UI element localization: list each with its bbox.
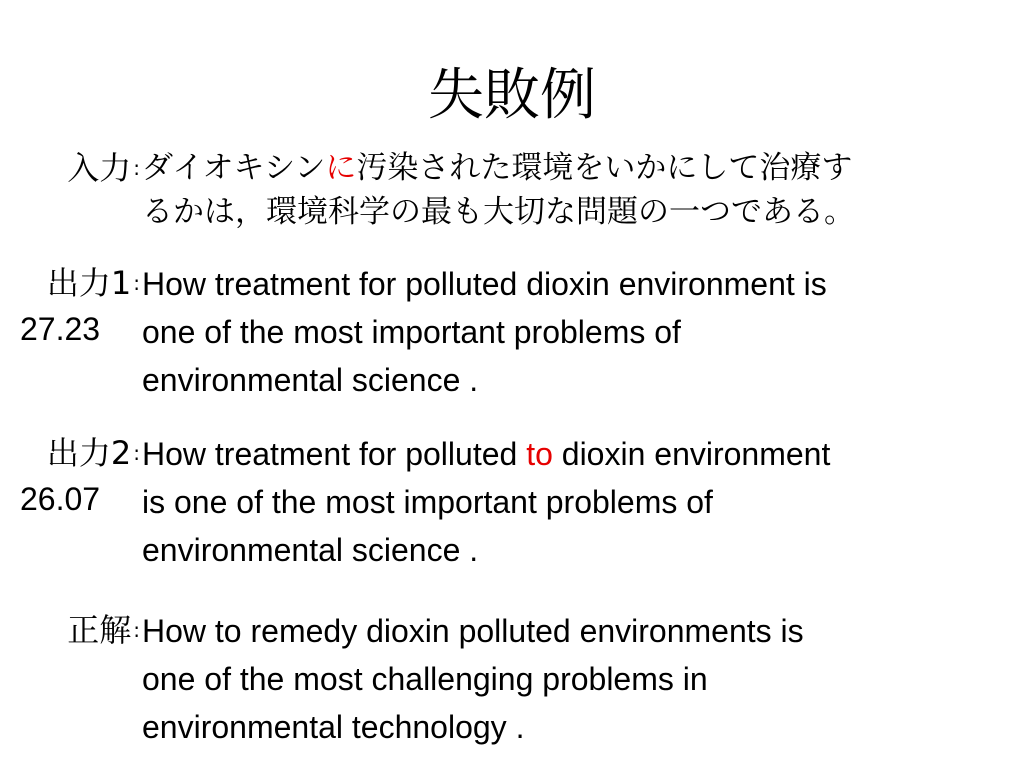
output2-line-1-before: How treatment for polluted [142, 436, 527, 472]
input-line-1-after: 汚染された環境をいかにして治療す [356, 150, 853, 186]
reference-line-3: environmental technology . [142, 709, 525, 745]
reference-line-1: How to remedy dioxin polluted environments is [142, 613, 804, 649]
output2-line-3: environmental science . [142, 532, 479, 568]
output2-label [0, 430, 140, 476]
input-text [142, 146, 1017, 234]
output2-line-1 [142, 430, 1017, 478]
output2-score: 26.07 [20, 481, 101, 517]
output1-line-1: How treatment for polluted dioxin environment is [142, 266, 827, 302]
reference-label-colon: : [133, 618, 140, 642]
reference-label-text: 正解 [67, 611, 132, 649]
output2-label-text: 出力2 [46, 434, 132, 472]
reference-line-2: one of the most challenging problems in [142, 661, 708, 697]
output2-line-1-after: dioxin environment [552, 436, 831, 472]
input-label [0, 146, 140, 190]
input-highlight-word: に [325, 150, 357, 186]
output1-score: 27.23 [20, 311, 101, 347]
output2-line-2: is one of the most important problems of [142, 484, 713, 520]
output2-label-colon: : [133, 441, 140, 465]
input-line-1 [142, 146, 1017, 190]
input-line-1-before: ダイオキシン [142, 150, 326, 186]
output1-label-colon: : [133, 271, 140, 295]
input-label-text: 入力 [67, 149, 132, 187]
output1-label [0, 260, 140, 306]
output1-text [142, 260, 1017, 404]
output1-line-2: one of the most important problems of [142, 314, 681, 350]
input-line-2: るかは，環境科学の最も大切な問題の一つである。 [142, 194, 855, 230]
input-label-colon: : [133, 156, 140, 180]
output2-text [142, 430, 1017, 574]
reference-label [0, 607, 140, 653]
output2-highlight-word: to [526, 436, 553, 472]
slide-title: 失敗例 [428, 63, 596, 128]
output1-label-text: 出力1 [46, 264, 132, 302]
reference-text [142, 607, 1017, 751]
output1-line-3: environmental science . [142, 362, 479, 398]
